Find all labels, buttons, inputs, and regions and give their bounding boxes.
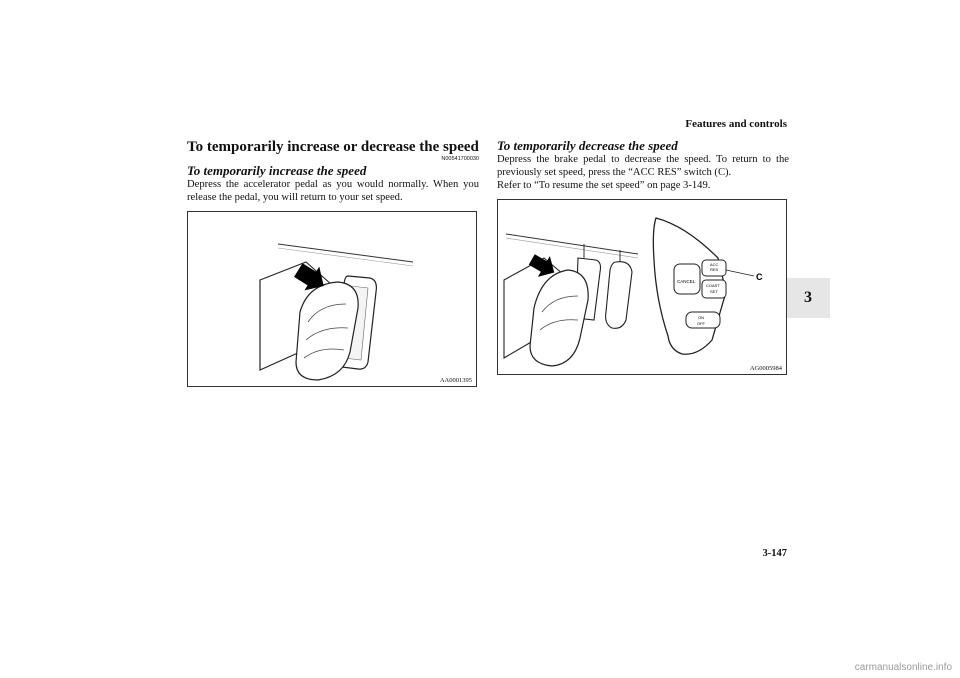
on-label: ON <box>698 315 704 320</box>
coast-label: COAST <box>706 283 720 288</box>
res-label: RES <box>710 267 719 272</box>
figure-code: AG0005984 <box>749 365 782 372</box>
watermark: carmanualsonline.info <box>854 662 952 673</box>
accelerator-pedal-figure <box>187 211 477 387</box>
section-heading: To temporarily increase or decrease the speed <box>187 139 479 155</box>
cancel-label: CANCEL <box>677 279 696 284</box>
set-label: SET <box>710 289 718 294</box>
brake-pedal-and-switch-illustration <box>498 200 786 374</box>
right-column <box>497 138 789 375</box>
brake-pedal-switch-figure <box>497 199 787 375</box>
page-number: 3-147 <box>762 548 787 559</box>
section-code: N00541700030 <box>441 156 479 162</box>
figure-code: AA0001395 <box>439 377 472 384</box>
increase-speed-text: Depress the accelerator pedal as you would normally. When you release the pedal, you will return to your set speed. <box>187 179 479 203</box>
off-label: OFF <box>697 321 705 326</box>
increase-speed-heading: To temporarily increase the speed <box>187 163 367 178</box>
running-header: Features and controls <box>685 118 787 130</box>
decrease-speed-heading: To temporarily decrease the speed <box>497 138 678 153</box>
accelerator-pedal-illustration <box>188 212 476 386</box>
decrease-speed-text: Depress the brake pedal to decrease the speed. To return to the previously set speed, press the “ACC RES” switch (C). <box>497 154 789 178</box>
acc-label: ACC <box>710 262 719 267</box>
chapter-tab: 3 <box>786 278 830 318</box>
callout-c-label: C <box>756 272 763 282</box>
left-column <box>187 138 479 387</box>
resume-reference-text: Refer to “To resume the set speed” on page 3-149. <box>497 180 711 191</box>
